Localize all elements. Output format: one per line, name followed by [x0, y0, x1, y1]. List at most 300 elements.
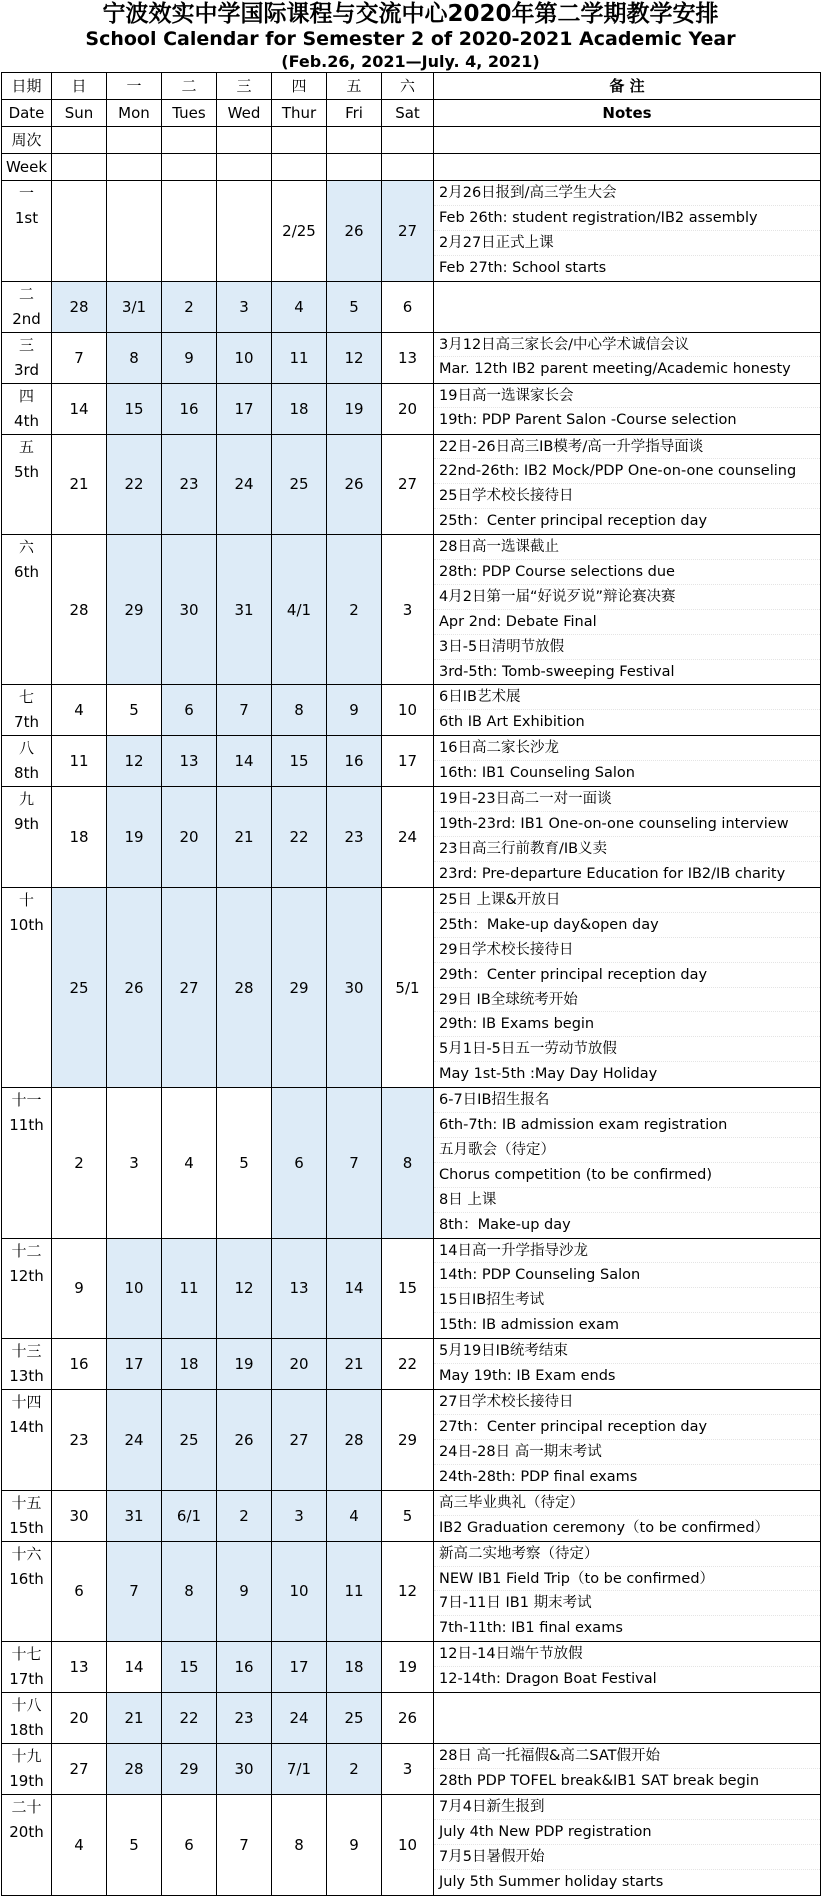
- day-cell: 13: [272, 1238, 327, 1339]
- note-line: 19th-23rd: IB1 One-on-one counseling interview: [434, 812, 820, 837]
- header-day-cn: 一: [107, 73, 162, 100]
- day-cell: 18: [162, 1339, 217, 1390]
- title-english: School Calendar for Semester 2 of 2020-2021 Academic Year: [85, 28, 736, 50]
- day-cell: 29: [162, 1744, 217, 1795]
- day-cell: 6/1: [162, 1490, 217, 1541]
- note-line: 7月4日新生报到: [434, 1795, 820, 1820]
- header-day-cn: 五: [327, 73, 382, 100]
- week-number: [2, 383, 52, 434]
- day-cell: [107, 181, 162, 282]
- day-cell: 15: [272, 736, 327, 787]
- day-cell: 26: [107, 888, 162, 1088]
- week-row: [2, 1088, 821, 1238]
- day-cell: 10: [217, 332, 272, 383]
- day-cell: 12: [382, 1541, 434, 1642]
- week-number-cn: 十: [18, 891, 34, 910]
- week-number: [2, 434, 52, 535]
- notes-cell: [434, 1490, 821, 1541]
- day-cell: 19: [382, 1642, 434, 1693]
- notes-cell: [434, 1744, 821, 1795]
- week-number-cn: 九: [18, 790, 34, 809]
- note-line: 3日-5日清明节放假: [434, 635, 820, 660]
- day-cell: 28: [52, 281, 107, 332]
- note-line: 3月12日高三家长会/中心学术诚信会议: [434, 333, 820, 358]
- note-line: 8th：Make-up day: [439, 1216, 571, 1233]
- day-cell: 7/1: [272, 1744, 327, 1795]
- day-cell: 30: [52, 1490, 107, 1541]
- day-cell: 21: [52, 434, 107, 535]
- day-cell: 5: [217, 1088, 272, 1238]
- day-cell: 31: [217, 535, 272, 685]
- notes-cell: [434, 181, 821, 282]
- notes-cell: [434, 1693, 821, 1744]
- week-number-cn: 二: [18, 284, 34, 303]
- notes-cell: [434, 1238, 821, 1339]
- notes-cell: [434, 332, 821, 383]
- week-number-en: 1st: [14, 209, 39, 227]
- notes-cell: [434, 888, 821, 1088]
- note-line: 28th PDP TOFEL break&IB1 SAT break begin: [439, 1773, 760, 1790]
- day-cell: 20: [272, 1339, 327, 1390]
- day-cell: 17: [217, 383, 272, 434]
- week-number-en: 4th: [14, 411, 39, 430]
- header-day-cn: 六: [382, 73, 434, 100]
- day-cell: 16: [52, 1339, 107, 1390]
- week-number-cn: 三: [18, 335, 34, 354]
- note-line: 6-7日IB招生报名: [434, 1088, 820, 1113]
- notes-cell: [434, 1088, 821, 1238]
- day-cell: 14: [327, 1238, 382, 1339]
- header-day-en: Sat: [382, 100, 434, 127]
- day-cell: 28: [52, 535, 107, 685]
- day-cell: 24: [217, 434, 272, 535]
- note-line: 25th：Center principal reception day: [439, 513, 708, 530]
- day-cell: 25: [272, 434, 327, 535]
- day-cell: 9: [217, 1541, 272, 1642]
- day-cell: 23: [217, 1693, 272, 1744]
- week-number-cn: 十二: [11, 1241, 42, 1260]
- week-row: [2, 535, 821, 685]
- note-line: 2月27日正式上课: [434, 231, 820, 256]
- note-line: 28日 高一托福假&高二SAT假开始: [434, 1744, 820, 1769]
- week-number-cn: 十四: [11, 1393, 42, 1412]
- week-number: [2, 1541, 52, 1642]
- note-line: 16th: IB1 Counseling Salon: [439, 765, 635, 782]
- day-cell: 20: [162, 787, 217, 888]
- note-line: 28日高一选课截止: [434, 535, 820, 560]
- day-cell: 16: [217, 1642, 272, 1693]
- note-line: 15th: IB admission exam: [439, 1317, 619, 1334]
- note-line: 23日高三行前教育/IB义卖: [434, 837, 820, 862]
- week-number-en: 9th: [14, 815, 39, 834]
- day-cell: 31: [107, 1490, 162, 1541]
- note-line: 27日学术校长接待日: [434, 1390, 820, 1415]
- day-cell: 29: [272, 888, 327, 1088]
- note-line: 16日高二家长沙龙: [434, 736, 820, 761]
- notes-cell: [434, 736, 821, 787]
- day-cell: 22: [382, 1339, 434, 1390]
- note-line: Feb 26th: student registration/IB2 assembly: [434, 206, 820, 231]
- day-cell: 13: [382, 332, 434, 383]
- day-cell: 14: [52, 383, 107, 434]
- week-row: [2, 736, 821, 787]
- week-number-cn: 一: [18, 184, 34, 202]
- day-cell: 19: [107, 787, 162, 888]
- week-number-en: 10th: [9, 916, 44, 935]
- notes-cell: [434, 1795, 821, 1896]
- note-line: [434, 282, 820, 307]
- day-cell: 3: [272, 1490, 327, 1541]
- day-cell: 7: [217, 1795, 272, 1896]
- day-cell: [217, 181, 272, 282]
- week-number-en: 19th: [9, 1772, 44, 1791]
- day-cell: 2/25: [272, 181, 327, 282]
- header-day-en: Wed: [217, 100, 272, 127]
- week-number-en: 6th: [14, 563, 39, 582]
- note-line: 14日高一升学指导沙龙: [434, 1239, 820, 1264]
- note-line: Chorus competition (to be confirmed): [434, 1163, 820, 1188]
- note-line: Mar. 12th IB2 parent meeting/Academic honesty: [439, 361, 791, 378]
- day-cell: 28: [327, 1390, 382, 1491]
- week-row: [2, 787, 821, 888]
- note-line: 19日高一选课家长会: [434, 384, 820, 409]
- day-cell: 4: [52, 685, 107, 736]
- week-row: [2, 888, 821, 1088]
- week-number: [2, 332, 52, 383]
- day-cell: 10: [107, 1238, 162, 1339]
- day-cell: 4: [327, 1490, 382, 1541]
- week-number-cn: 五: [18, 437, 34, 456]
- header-day-en: Sun: [52, 100, 107, 127]
- day-cell: 4/1: [272, 535, 327, 685]
- day-cell: 26: [217, 1390, 272, 1491]
- day-cell: 3/1: [107, 281, 162, 332]
- week-number-en: 18th: [9, 1721, 44, 1740]
- title-block: [0, 0, 821, 72]
- notes-cell: [434, 281, 821, 332]
- day-cell: [52, 181, 107, 282]
- week-row: [2, 1693, 821, 1744]
- notes-cell: [434, 1339, 821, 1390]
- day-cell: 5: [107, 1795, 162, 1896]
- day-cell: 25: [162, 1390, 217, 1491]
- day-cell: 4: [52, 1795, 107, 1896]
- week-row: [2, 281, 821, 332]
- day-cell: 19: [327, 383, 382, 434]
- notes-cell: [434, 1642, 821, 1693]
- day-cell: 8: [162, 1541, 217, 1642]
- note-line: 23rd: Pre-departure Education for IB2/IB charity: [439, 866, 786, 883]
- week-number-cn: 十五: [11, 1493, 42, 1512]
- day-cell: 18: [52, 787, 107, 888]
- week-number-en: 16th: [9, 1569, 44, 1588]
- week-number-cn: 十六: [11, 1544, 42, 1563]
- day-cell: 27: [382, 434, 434, 535]
- day-cell: 21: [217, 787, 272, 888]
- header-day-en: Fri: [327, 100, 382, 127]
- note-line: Apr 2nd: Debate Final: [434, 610, 820, 635]
- note-line: 27th：Center principal reception day: [434, 1415, 820, 1440]
- day-cell: 3: [382, 535, 434, 685]
- day-cell: 23: [162, 434, 217, 535]
- day-cell: 18: [272, 383, 327, 434]
- day-cell: 26: [327, 181, 382, 282]
- week-row: [2, 332, 821, 383]
- day-cell: 8: [107, 332, 162, 383]
- header-day-en: Mon: [107, 100, 162, 127]
- day-cell: 26: [382, 1693, 434, 1744]
- day-cell: 21: [327, 1339, 382, 1390]
- day-cell: 5: [327, 281, 382, 332]
- day-cell: 6: [162, 1795, 217, 1896]
- notes-cell: [434, 1541, 821, 1642]
- note-line: May 19th: IB Exam ends: [439, 1367, 616, 1384]
- day-cell: 2: [327, 535, 382, 685]
- week-row: [2, 1238, 821, 1339]
- week-number: [2, 1339, 52, 1390]
- note-line: 五月歌会（待定）: [434, 1138, 820, 1163]
- note-line: 29th: IB Exams begin: [434, 1012, 820, 1037]
- note-line: IB2 Graduation ceremony（to be confirmed）: [439, 1519, 770, 1536]
- note-line: 5月1日-5日五一劳动节放假: [434, 1037, 820, 1062]
- week-number-cn: 二十: [11, 1798, 42, 1817]
- week-number-en: 12th: [9, 1266, 44, 1285]
- day-cell: 3: [107, 1088, 162, 1238]
- day-cell: 7: [52, 332, 107, 383]
- header-week-cn: 周次: [2, 127, 52, 154]
- week-number: [2, 888, 52, 1088]
- title-chinese: 宁波效实中学国际课程与交流中心2020年第二学期教学安排: [102, 1, 719, 27]
- header-row-week-cn: [2, 127, 821, 154]
- day-cell: 5/1: [382, 888, 434, 1088]
- week-number: [2, 1642, 52, 1693]
- note-line: July 5th Summer holiday starts: [439, 1873, 664, 1890]
- note-line: 24th-28th: PDP final exams: [439, 1468, 638, 1485]
- day-cell: 12: [217, 1238, 272, 1339]
- day-cell: 5: [382, 1490, 434, 1541]
- week-number-en: 17th: [9, 1670, 44, 1689]
- day-cell: 22: [272, 787, 327, 888]
- notes-cell: [434, 434, 821, 535]
- day-cell: 22: [162, 1693, 217, 1744]
- note-line: 24日-28日 高一期末考试: [434, 1440, 820, 1465]
- header-week-en: Week: [2, 154, 52, 181]
- day-cell: 15: [107, 383, 162, 434]
- day-cell: 20: [382, 383, 434, 434]
- note-line: 12-14th: Dragon Boat Festival: [439, 1671, 657, 1688]
- note-line: [434, 1693, 820, 1718]
- day-cell: 14: [107, 1642, 162, 1693]
- week-number: [2, 181, 52, 282]
- day-cell: 24: [382, 787, 434, 888]
- day-cell: 16: [162, 383, 217, 434]
- week-row: [2, 383, 821, 434]
- notes-cell: [434, 1390, 821, 1491]
- day-cell: 24: [107, 1390, 162, 1491]
- week-row: [2, 1795, 821, 1896]
- date-range: (Feb.26, 2021—July. 4, 2021): [281, 52, 540, 71]
- day-cell: 6: [52, 1541, 107, 1642]
- header-day-cn: 三: [217, 73, 272, 100]
- day-cell: 28: [217, 888, 272, 1088]
- week-row: [2, 181, 821, 282]
- day-cell: 8: [382, 1088, 434, 1238]
- day-cell: 27: [162, 888, 217, 1088]
- day-cell: 7: [327, 1088, 382, 1238]
- week-number: [2, 535, 52, 685]
- day-cell: 19: [217, 1339, 272, 1390]
- note-line: 29th：Center principal reception day: [434, 963, 820, 988]
- note-line: 25th：Make-up day&open day: [434, 913, 820, 938]
- week-number: [2, 281, 52, 332]
- note-line: 28th: PDP Course selections due: [434, 560, 820, 585]
- day-cell: 15: [162, 1642, 217, 1693]
- day-cell: 16: [327, 736, 382, 787]
- note-line: 29日学术校长接待日: [434, 938, 820, 963]
- day-cell: 3: [382, 1744, 434, 1795]
- week-number: [2, 1693, 52, 1744]
- note-line: 3rd-5th: Tomb-sweeping Festival: [439, 663, 675, 680]
- week-number-cn: 六: [18, 538, 34, 557]
- note-line: 6th IB Art Exhibition: [439, 714, 585, 731]
- week-number: [2, 736, 52, 787]
- notes-cell: [434, 787, 821, 888]
- note-line: 15日IB招生考试: [434, 1288, 820, 1313]
- day-cell: 11: [52, 736, 107, 787]
- calendar-table: [1, 72, 821, 1896]
- notes-cell: [434, 383, 821, 434]
- week-number-cn: 八: [18, 739, 34, 758]
- notes-cell: [434, 535, 821, 685]
- note-line: 4月2日第一届“好说歹说”辩论赛决赛: [434, 585, 820, 610]
- day-cell: 7: [217, 685, 272, 736]
- header-notes-cn: 备 注: [434, 73, 821, 100]
- day-cell: 29: [382, 1390, 434, 1491]
- day-cell: 21: [107, 1693, 162, 1744]
- day-cell: 26: [327, 434, 382, 535]
- notes-cell: [434, 685, 821, 736]
- day-cell: [162, 181, 217, 282]
- note-line: 19th: PDP Parent Salon -Course selection: [439, 412, 737, 429]
- note-line: 7月5日暑假开始: [434, 1845, 820, 1870]
- day-cell: 18: [327, 1642, 382, 1693]
- day-cell: 25: [327, 1693, 382, 1744]
- day-cell: 9: [162, 332, 217, 383]
- week-number-en: 11th: [9, 1116, 44, 1135]
- week-number: [2, 1238, 52, 1339]
- week-row: [2, 685, 821, 736]
- day-cell: 2: [217, 1490, 272, 1541]
- day-cell: 8: [272, 1795, 327, 1896]
- note-line: 22nd-26th: IB2 Mock/PDP One-on-one counseling: [434, 459, 820, 484]
- day-cell: 4: [272, 281, 327, 332]
- week-number-en: 14th: [9, 1418, 44, 1437]
- day-cell: 10: [272, 1541, 327, 1642]
- day-cell: 15: [382, 1238, 434, 1339]
- day-cell: 4: [162, 1088, 217, 1238]
- day-cell: 2: [162, 281, 217, 332]
- day-cell: 11: [327, 1541, 382, 1642]
- note-line: 12日-14日端午节放假: [434, 1642, 820, 1667]
- week-number-en: 20th: [9, 1823, 44, 1842]
- week-row: [2, 434, 821, 535]
- day-cell: 24: [272, 1693, 327, 1744]
- note-line: NEW IB1 Field Trip（to be confirmed）: [434, 1567, 820, 1592]
- week-row: [2, 1642, 821, 1693]
- day-cell: 2: [52, 1088, 107, 1238]
- note-line: July 4th New PDP registration: [434, 1820, 820, 1845]
- note-line: Feb 27th: School starts: [439, 259, 607, 276]
- day-cell: 6: [162, 685, 217, 736]
- week-number: [2, 1088, 52, 1238]
- week-number-en: 3rd: [14, 360, 39, 379]
- week-number-cn: 七: [18, 688, 34, 707]
- day-cell: 5: [107, 685, 162, 736]
- week-number-cn: 四: [18, 386, 34, 405]
- header-notes-en: Notes: [434, 100, 821, 127]
- note-line: 22日-26日高三IB模考/高一升学指导面谈: [434, 435, 820, 460]
- day-cell: 8: [272, 685, 327, 736]
- day-cell: 30: [217, 1744, 272, 1795]
- day-cell: 6: [382, 281, 434, 332]
- note-line: 8日 上课: [434, 1188, 820, 1213]
- week-number-cn: 十七: [11, 1645, 42, 1664]
- day-cell: 14: [217, 736, 272, 787]
- header-row-en: [2, 100, 821, 127]
- week-number-en: 2nd: [12, 309, 41, 328]
- day-cell: 10: [382, 1795, 434, 1896]
- week-number: [2, 1795, 52, 1896]
- header-date-en: Date: [2, 100, 52, 127]
- week-number: [2, 685, 52, 736]
- day-cell: 7: [107, 1541, 162, 1642]
- week-number-cn: 十九: [11, 1747, 42, 1766]
- day-cell: 6: [272, 1088, 327, 1238]
- week-number: [2, 1490, 52, 1541]
- week-row: [2, 1744, 821, 1795]
- day-cell: 9: [327, 685, 382, 736]
- day-cell: 17: [272, 1642, 327, 1693]
- day-cell: 11: [272, 332, 327, 383]
- header-day-cn: 四: [272, 73, 327, 100]
- day-cell: 2: [327, 1744, 382, 1795]
- note-line: 7th-11th: IB1 final exams: [439, 1620, 623, 1637]
- week-number-cn: 十一: [11, 1091, 42, 1110]
- note-line: 7日-11日 IB1 期末考试: [434, 1591, 820, 1616]
- day-cell: 10: [382, 685, 434, 736]
- week-row: [2, 1339, 821, 1390]
- day-cell: 25: [52, 888, 107, 1088]
- header-day-en: Tues: [162, 100, 217, 127]
- day-cell: 9: [327, 1795, 382, 1896]
- note-line: 新高二实地考察（待定）: [434, 1542, 820, 1567]
- note-line: 25日学术校长接待日: [434, 484, 820, 509]
- header-row-week-en: [2, 154, 821, 181]
- note-line: 14th: PDP Counseling Salon: [434, 1263, 820, 1288]
- day-cell: 23: [52, 1390, 107, 1491]
- header-day-cn: 日: [52, 73, 107, 100]
- note-line: 高三毕业典礼（待定）: [434, 1491, 820, 1516]
- day-cell: 13: [162, 736, 217, 787]
- week-number-cn: 十八: [11, 1696, 42, 1715]
- note-line: 6日IB艺术展: [434, 685, 820, 710]
- week-number-en: 7th: [14, 713, 39, 732]
- day-cell: 29: [107, 535, 162, 685]
- day-cell: 28: [107, 1744, 162, 1795]
- week-number-cn: 十三: [11, 1342, 42, 1361]
- day-cell: 12: [327, 332, 382, 383]
- note-line: 19日-23日高二一对一面谈: [434, 787, 820, 812]
